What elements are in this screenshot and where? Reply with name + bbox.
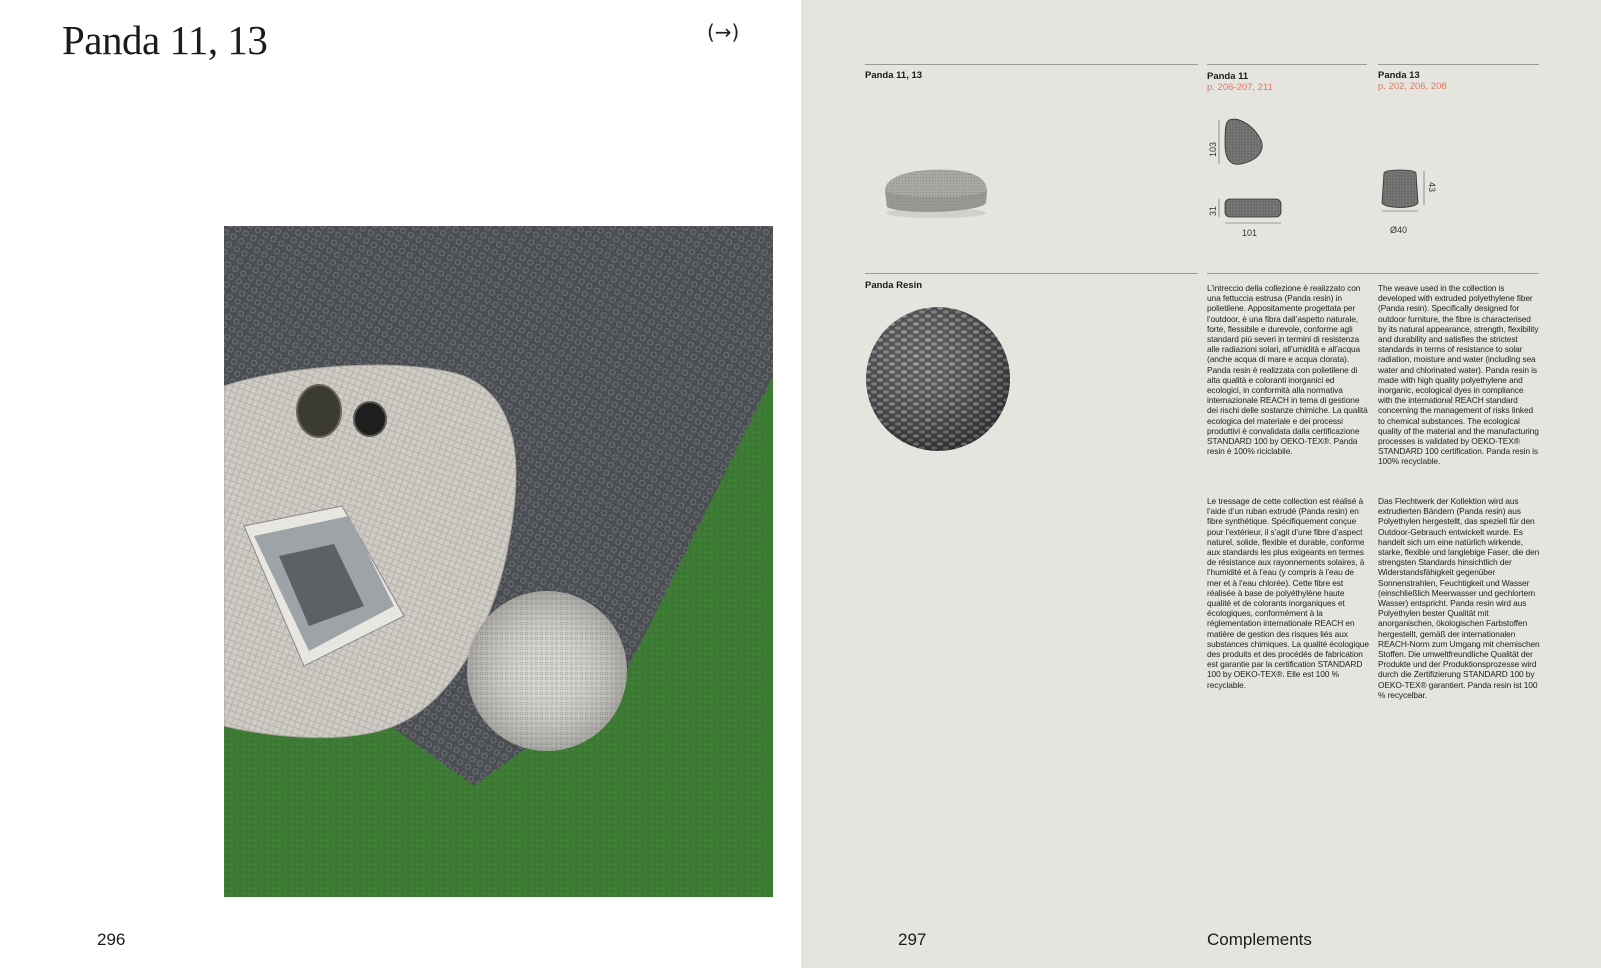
- panda11-technical-drawing: [1201, 110, 1301, 240]
- panda13-name: Panda 13: [1378, 70, 1420, 81]
- glass-tall: [297, 385, 341, 437]
- arrow-right-icon[interactable]: (→): [707, 20, 740, 44]
- text-italian: L’intreccio della collezione è realizzato con una fettuccia estrusa (Panda resin) in polietilene. Appositamente progettata per l’outdoor, è una fibra dall’aspetto naturale, forte, flessibile e durevole, conforme agli standard più severi in termini di resistenza alle radiazioni solari, all’umidità e all’acqua (anche acqua di mare e acqua clorata). Panda resin è realizzata con polietilene di alta qualità e coloranti inorganici ed ecologici, in conformità alla normativa internazionale REACH in tema di gestione dei rischi delle sostanze chimiche. La qualità ecologica del materiale e dei processi produttivi è convalidata dalla certificazione STANDARD 100 by OEKO-TEX®. Panda resin è 100% riciclabile.: [1207, 283, 1368, 457]
- rule-text: [1207, 273, 1539, 274]
- text-english: The weave used in the collection is developed with extruded polyethylene fiber (Panda resin). Specifically designed for outdoor furniture, the fibre is characterised by its natural appearance, strength, flexibility and durability and satisfies the strictest standards in terms of resistance to solar radiation, moisture and water (including sea water and chlorinated water). Panda resin is made with high quality polyethylene and inorganic, ecological dyes in compliance with the international REACH standard concerning the management of risks linked to chemical substances. The ecological quality of the material and the manufacturing processes is validated by OEKO-TEX® STANDARD 100 certification. Panda resin is 100% recyclable.: [1378, 283, 1539, 467]
- product-photo: [224, 226, 773, 897]
- section-name: Complements: [1207, 930, 1312, 949]
- rule-products: [865, 64, 1198, 65]
- panda11-product-image: [881, 165, 991, 220]
- glass-short: [354, 402, 386, 436]
- text-german: Das Flechtwerk der Kollektion wird aus extrudierten Bändern (Panda resin) aus Polyethylen hergestellt, das speziell für den Outdoor-Gebrauch entwickelt wurde. Es handelt sich um eine natürlich wirkende, starke, flexible und langlebige Faser, die den strengsten Standards hinsichtlich der Widerstandsfähigkeit gegenüber Sonnenstrahlen, Feuchtigkeit und Wasser (einschließlich Meerwasser und gechlortem Wasser) entspricht. Panda resin wird aus Polyethylen bester Qualität mit anorganischen, ökologischen Farbstoffen hergestellt, gemäß der internationalen REACH-Norm zum Umgang mit chemischen Stoffen. Die umweltfreundliche Qualität der Produkte und der Produktionsprozesse wird durch die Zertifizierung STANDARD 100 by OEKO-TEX® garantiert. Panda resin ist 100 % recycelbar.: [1378, 496, 1540, 700]
- panda11-pages[interactable]: p. 206-207, 211: [1207, 82, 1273, 93]
- panda11-name: Panda 11: [1207, 71, 1249, 82]
- panda11-height: 103: [1208, 141, 1218, 157]
- page-number-right: 297: [898, 930, 927, 949]
- text-french: Le tressage de cette collection est réalisé à l’aide d’un ruban extrudé (Panda resin) en fibre synthétique. Spécifiquement conçue pour l’extérieur, il s’agit d’une fibre d’aspect naturel, solide, flexible et durable, conforme aux standards les plus exigeants en termes de résistance aux rayonnements solaires, à l’humidité et à l’eau (y compris à l’eau de mer et à l’eau chlorée). Cette fibre est réalisée à base de polyéthylène haute qualité et de colorants inorganiques et écologiques, conformément à la réglementation internationale REACH en matière de gestion des risques liés aux substances chimiques. La qualité écologique des produits et des procédés de fabrication est garantie par la certification STANDARD 100 by OEKO-TEX®. Elle est 100 % recyclable.: [1207, 496, 1369, 690]
- page-title: Panda 11, 13: [62, 17, 268, 63]
- material-header: Panda Resin: [865, 280, 923, 291]
- rule-panda11: [1207, 64, 1367, 65]
- rule-material: [865, 273, 1198, 274]
- page-number-left: 296: [97, 930, 126, 949]
- rule-panda13: [1378, 64, 1539, 65]
- panda11-thickness: 31: [1208, 205, 1218, 216]
- product-header: Panda 11, 13: [865, 70, 923, 81]
- right-page: [801, 0, 1601, 968]
- panda11-width: 101: [1242, 228, 1258, 238]
- panda13-pages[interactable]: p. 202, 206, 208: [1378, 81, 1447, 92]
- panda13-height: 43: [1427, 182, 1437, 193]
- panda13-technical-drawing: [1376, 165, 1436, 225]
- panda13-diameter: Ø40: [1390, 225, 1408, 235]
- panda-resin-swatch: [865, 306, 1011, 452]
